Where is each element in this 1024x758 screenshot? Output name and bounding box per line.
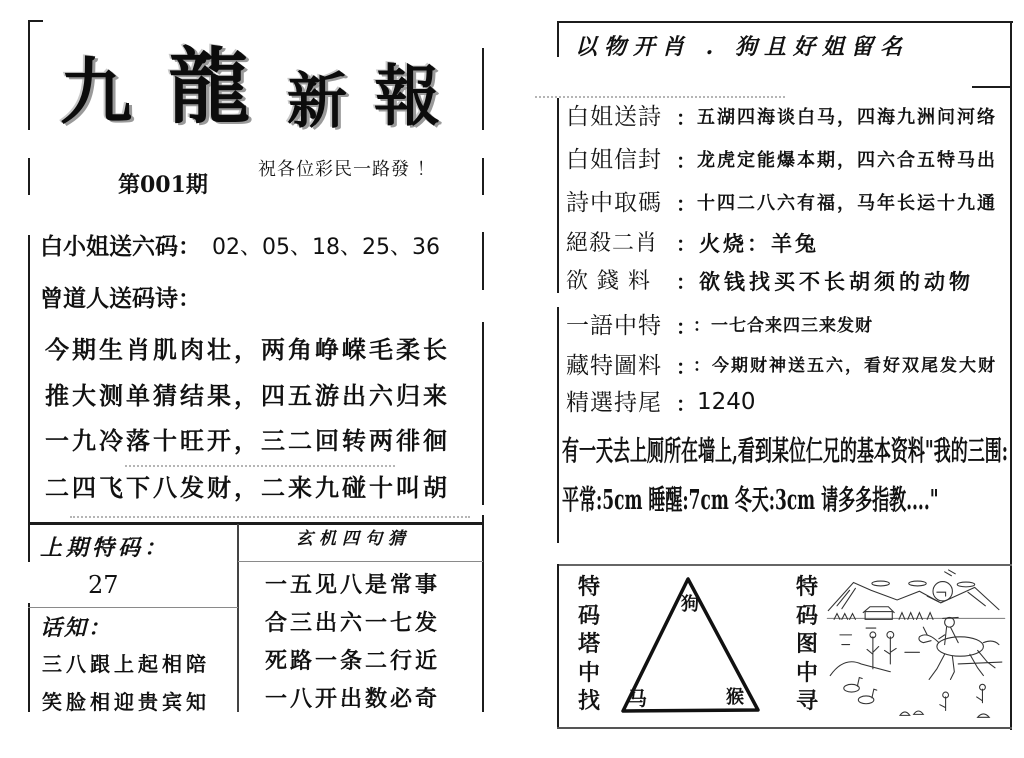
picture-caption: [792, 574, 822, 717]
row-value: 龙虎定能爆本期，四六合五特马出: [697, 150, 997, 171]
issue-number: 第001期: [118, 172, 208, 198]
row-value: 十四二八六有福，马年长运十九通: [697, 193, 997, 214]
row-value: 欲钱找买不长胡须的动物: [699, 269, 974, 294]
riddle-line: 一八开出数必奇: [265, 686, 441, 712]
border-line: [482, 232, 484, 290]
row-value: 火烧：羊兔: [699, 231, 819, 256]
row-label: 欲 錢 料: [566, 269, 651, 294]
row-colon: ：: [676, 192, 696, 216]
border-line: [557, 21, 1013, 23]
scan-noise: [70, 516, 470, 520]
tower-caption: [574, 574, 604, 717]
poem-line: 一九冷落十旺开，三二回转两徘徊: [45, 426, 450, 455]
row-colon: ：: [676, 315, 696, 339]
row-label: 一語中特: [566, 313, 662, 339]
box-border: [557, 727, 1012, 729]
last-special-label: 上期特码：: [40, 535, 171, 561]
riddle-line: 合三出六一七发: [265, 610, 441, 636]
hint-label: 话知：: [40, 615, 113, 641]
row-label: 白姐送詩: [566, 104, 662, 130]
hint-line: 笑脸相迎贵宾知: [42, 690, 210, 714]
poem-label: 曾道人送码诗：: [40, 286, 201, 312]
box-border: [557, 564, 1012, 566]
row-colon: ：: [676, 232, 696, 256]
row-label: 詩中取碼: [566, 190, 662, 216]
six-codes-label: 白小姐送六码：: [40, 234, 201, 260]
border-line: [482, 158, 484, 195]
caption-char: 中: [577, 660, 600, 686]
box-border: [557, 564, 559, 729]
horse-rider-illustration: [822, 567, 1012, 727]
border-line: [482, 322, 484, 505]
riddle-line: 一五见八是常事: [265, 572, 441, 598]
border-line: [557, 21, 559, 57]
title-char: 報: [374, 57, 440, 135]
scan-noise: [125, 465, 395, 469]
caption-char: 图: [795, 632, 818, 657]
caption-char: 寻: [795, 689, 818, 714]
border-line: [28, 235, 30, 562]
row-colon: ：: [676, 355, 696, 379]
row-value: ：一七合来四三来发财: [693, 316, 873, 336]
row-colon: ：: [676, 149, 696, 173]
special-tail-value: 1240: [697, 389, 756, 415]
riddle-header-divider: [238, 561, 483, 562]
joke-line: 有一天去上厕所在墙上,看到某位仁兄的基本资料"我的三围:: [562, 435, 1009, 468]
row-label: 白姐信封: [566, 147, 662, 173]
riddle-title: 玄机四句猜: [296, 529, 411, 549]
column-divider: [237, 524, 239, 712]
caption-char: 码: [795, 603, 818, 629]
scan-noise: [535, 96, 785, 100]
riddle-line: 死路一条二行近: [265, 648, 441, 674]
title-char: 新: [287, 67, 347, 137]
greeting-text: 祝各位彩民一路發 ！: [258, 159, 436, 180]
row-value: ：今期财神送五六，看好双尾发大财: [693, 356, 997, 376]
poem-line: 推大测单猜结果，四五游出六归来: [45, 381, 450, 410]
row-colon: ：: [676, 106, 696, 130]
border-tick: [972, 86, 1012, 88]
tower-right-zodiac: 猴: [726, 687, 744, 708]
title-char: 龍: [168, 39, 251, 135]
tower-left-zodiac: 马: [628, 688, 648, 710]
border-corner: [28, 20, 43, 22]
caption-char: 找: [577, 689, 600, 714]
right-header: 以物开肖 . 狗且好姐留名: [575, 34, 909, 60]
row-label: 絕殺二肖: [566, 231, 659, 256]
row-value: 五湖四海谈白马，四海九洲问河络: [697, 107, 997, 128]
row-label: 精選持尾: [566, 390, 662, 416]
border-line: [482, 48, 484, 130]
row-label: 藏特圖料: [566, 353, 662, 379]
caption-char: 塔: [577, 632, 600, 657]
poem-line: 二四飞下八发财，二来九碰十叫胡: [45, 473, 450, 502]
poem-line: 今期生肖肌肉壮，两角峥嵘毛柔长: [45, 335, 450, 364]
caption-char: 特: [577, 575, 600, 600]
border-line: [557, 307, 559, 543]
border-line: [28, 603, 30, 712]
row-colon: ：: [676, 270, 696, 294]
border-line: [482, 515, 484, 712]
row-colon: ：: [676, 392, 696, 416]
section-divider: [28, 522, 484, 525]
tower-top-zodiac: 狗: [681, 594, 699, 615]
caption-char: 码: [577, 603, 600, 629]
caption-char: 中: [795, 660, 818, 686]
six-codes-value: 02、05、18、25、36: [212, 235, 440, 260]
title-char: 九: [60, 49, 133, 134]
border-line: [28, 158, 30, 195]
hint-line: 三八跟上起相陪: [42, 652, 210, 676]
joke-line: 平常:5cm 睡醒:7cm 冬天:3cm 请多多指教....": [562, 484, 939, 517]
caption-char: 特: [795, 575, 818, 600]
border-line: [28, 20, 30, 130]
last-special-value: 27: [88, 571, 119, 599]
border-line: [557, 98, 559, 293]
last-special-divider: [28, 607, 238, 608]
